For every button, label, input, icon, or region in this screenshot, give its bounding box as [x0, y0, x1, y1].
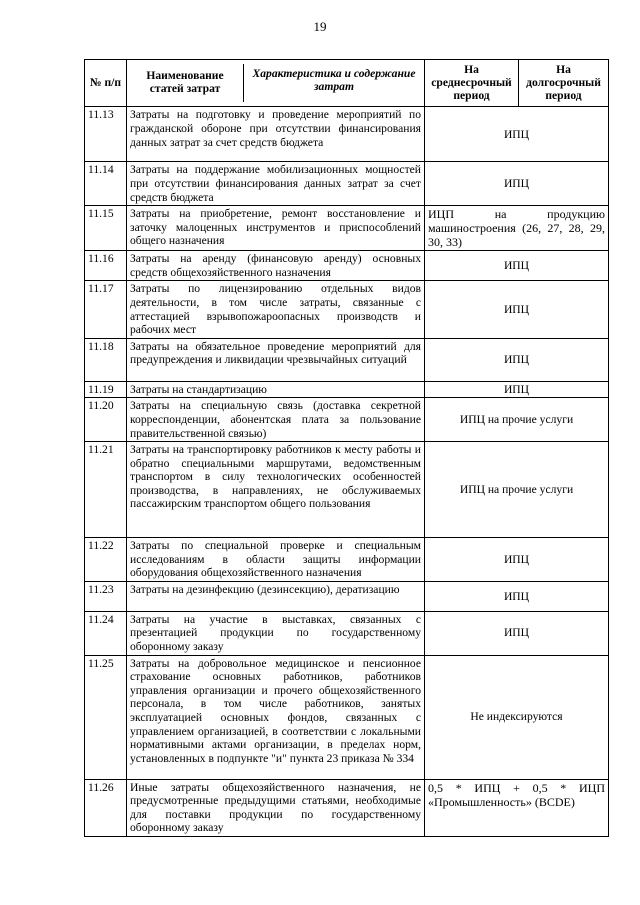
header-name [127, 60, 425, 107]
row-indexation-value: ИПЦ [425, 251, 609, 281]
row-indexation-value: ИПЦ [425, 107, 609, 162]
row-number: 11.22 [85, 538, 127, 582]
header-num: № п/п [85, 60, 127, 107]
row-cost-item-name: Затраты на транспортировку работников к месту работы и обратно специальными маршрутами, ведомственным транспортом в силу технологических особенностей производства, в направлениях, не обслуживаемых пассажирским транспортом общего пользования [127, 442, 425, 538]
row-indexation-value: ИПЦ [425, 381, 609, 398]
table-header-row [85, 60, 609, 107]
row-number: 11.26 [85, 779, 127, 836]
row-number: 11.18 [85, 338, 127, 381]
row-cost-item-name: Затраты на аренду (финансовую аренду) основных средств общехозяйственного назначения [127, 251, 425, 281]
header-name-cell: Наименование статей затрат [127, 64, 244, 102]
row-number: 11.25 [85, 655, 127, 779]
table-row [85, 398, 609, 442]
table-row [85, 655, 609, 779]
row-cost-item-name: Затраты на добровольное медицинское и пенсионное страхование основных работников, работников управления организации и прочего общехозяйственного персонала, в том числе работников, занятых эксплуатацией основных фондов, связанных с управлением организацией, в соответствии с локальными нормативными актами организации, в пределах норм, установленных в подпункте "и" пункта 23 приказа № 334 [127, 655, 425, 779]
table-row [85, 611, 609, 655]
row-number: 11.23 [85, 581, 127, 611]
row-indexation-value: ИПЦ [425, 338, 609, 381]
row-cost-item-name: Затраты по лицензированию отдельных видов деятельности, в том числе затраты, связанные с аттестацией взрывопожароопасных производств и рабочих мест [127, 281, 425, 338]
row-indexation-value: Не индексируются [425, 655, 609, 779]
header-mid-term: На среднесрочный период [425, 60, 519, 107]
row-cost-item-name: Затраты на дезинфекцию (дезинсекцию), дератизацию [127, 581, 425, 611]
cost-indexation-table [84, 59, 609, 837]
row-indexation-value: 0,5 * ИПЦ + 0,5 * ИЦП «Промышленность» (BCDE) [425, 779, 609, 836]
row-indexation-value: ИПЦ [425, 611, 609, 655]
table-row [85, 281, 609, 338]
row-number: 11.17 [85, 281, 127, 338]
page-number: 19 [313, 19, 327, 34]
row-number: 11.14 [85, 162, 127, 206]
row-number: 11.20 [85, 398, 127, 442]
row-indexation-value: ИПЦ на прочие услуги [425, 398, 609, 442]
table-row [85, 581, 609, 611]
row-cost-item-name: Иные затраты общехозяйственного назначения, не предусмотренные предыдущими статьями, необходимые для поставки продукции по государственному оборонному заказу [127, 779, 425, 836]
row-number: 11.19 [85, 381, 127, 398]
row-cost-item-name: Затраты на обязательное проведение мероприятий для предупреждения и ликвидации чрезвычайных ситуаций [127, 338, 425, 381]
row-number: 11.15 [85, 206, 127, 251]
table-row [85, 206, 609, 251]
row-number: 11.16 [85, 251, 127, 281]
row-indexation-value: ИПЦ [425, 281, 609, 338]
row-cost-item-name: Затраты на стандартизацию [127, 381, 425, 398]
row-cost-item-name: Затраты по специальной проверке и специальным исследованиям в области защиты информации оборудования общехозяйственного назначения [127, 538, 425, 582]
header-long-term: На долгосрочный период [519, 60, 609, 107]
row-indexation-value: ИПЦ [425, 538, 609, 582]
table-row [85, 338, 609, 381]
row-number: 11.24 [85, 611, 127, 655]
row-indexation-value: ИПЦ [425, 162, 609, 206]
header-characteristic: Характеристика и содержание затрат [252, 67, 416, 93]
row-indexation-value: ИПЦ [425, 581, 609, 611]
table-row [85, 107, 609, 162]
row-cost-item-name: Затраты на поддержание мобилизационных мощностей при отсутствии финансирования данных затрат за счет средств бюджета [127, 162, 425, 206]
table-row [85, 538, 609, 582]
row-indexation-value: ИПЦ на прочие услуги [425, 442, 609, 538]
table-row [85, 251, 609, 281]
table-row [85, 162, 609, 206]
row-cost-item-name: Затраты на приобретение, ремонт восстановление и заточку малоценных инструментов и приспособлений общего назначения [127, 206, 425, 251]
row-cost-item-name: Затраты на специальную связь (доставка секретной корреспонденции, абонентская плата за пользование правительственной связью) [127, 398, 425, 442]
row-number: 11.13 [85, 107, 127, 162]
table-row [85, 779, 609, 836]
row-cost-item-name: Затраты на подготовку и проведение мероприятий по гражданской обороне при отсутствии финансирования данных затрат за счет средств бюджета [127, 107, 425, 162]
row-indexation-value: ИЦП на продукцию машиностроения (26, 27, 28, 29, 30, 33) [425, 206, 609, 251]
row-number: 11.21 [85, 442, 127, 538]
table-row [85, 442, 609, 538]
table-row [85, 381, 609, 398]
row-cost-item-name: Затраты на участие в выставках, связанных с презентацией продукции по государственному оборонному заказу [127, 611, 425, 655]
